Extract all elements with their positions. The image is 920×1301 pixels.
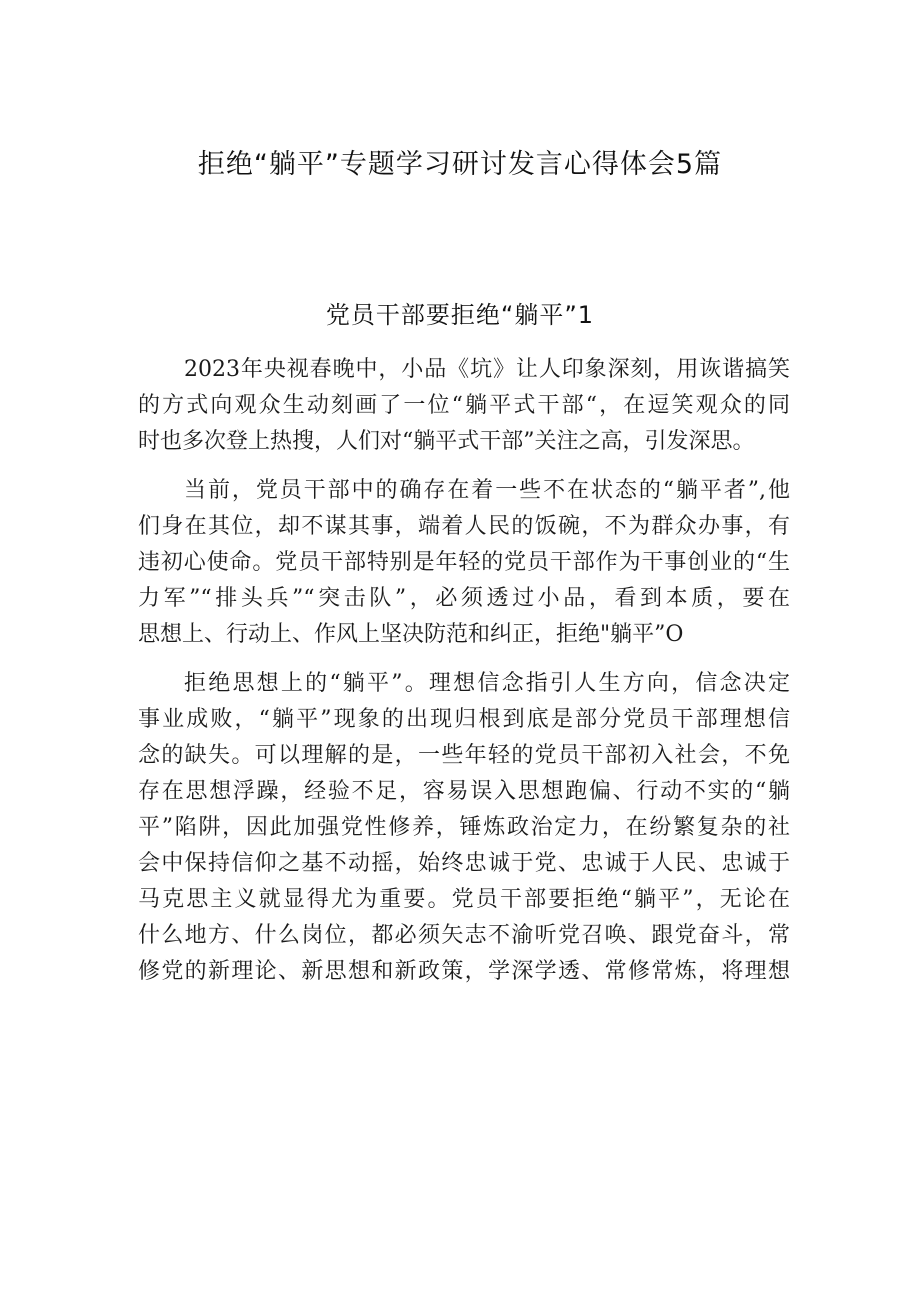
paragraph-2 [138, 473, 790, 653]
paragraph-1 [138, 352, 790, 460]
paragraph-line: 事业成败，“躺平”现象的出现归根到底是部分党员干部理想信 [138, 707, 790, 732]
document-body [138, 352, 790, 1003]
paragraph-line: 思想上、行动上、作风上坚决防范和纠正，拒绝"躺平”O [138, 622, 684, 647]
paragraph-line: 会中保持信仰之基不动摇，始终忠诚于党、忠诚于人民、忠诚于 [138, 851, 790, 876]
section-heading: 党员干部要拒绝“躺平”1 [325, 301, 595, 329]
paragraph-line: 的方式向观众生动刻画了一位“躺平式干部“，在逗笑观众的同 [138, 393, 790, 418]
paragraph-line: 力军”“排头兵”“突击队”，必须透过小品，看到本质，要在 [138, 586, 790, 611]
paragraph-line: 马克思主义就显得尤为重要。党员干部要拒绝“躺平”，无论在 [138, 887, 790, 912]
paragraph-line: 时也多次登上热搜，人们对“躺平式干部”关注之高，引发深思。 [138, 429, 755, 454]
paragraph-line: 违初心使命。党员干部特别是年轻的党员干部作为干事创业的“生 [138, 550, 790, 575]
paragraph-line: 2023年央视春晚中，小品《坑》让人印象深刻，用诙谐搞笑 [184, 357, 790, 382]
paragraph-line: 修党的新理论、新思想和新政策，学深学透、常修常炼，将理想 [138, 959, 790, 984]
document-title: 拒绝“躺平”专题学习研讨发言心得体会5篇 [197, 149, 723, 180]
paragraph-3 [138, 666, 790, 990]
paragraph-line: 拒绝思想上的“躺平”。理想信念指引人生方向，信念决定 [184, 671, 790, 696]
paragraph-line: 存在思想浮躁，经验不足，容易误入思想跑偏、行动不实的“躺 [138, 779, 790, 804]
paragraph-line: 们身在其位，却不谋其事，端着人民的饭碗，不为群众办事，有 [138, 514, 790, 539]
paragraph-line: 当前，党员干部中的确存在着一些不在状态的“躺平者”,他 [184, 478, 790, 503]
paragraph-line: 念的缺失。可以理解的是，一些年轻的党员干部初入社会，不免 [138, 743, 790, 768]
paragraph-line: 什么地方、什么岗位，都必须矢志不渝听党召唤、跟党奋斗，常 [138, 923, 790, 948]
paragraph-line: 平”陷阱，因此加强党性修养，锤炼政治定力，在纷繁复杂的社 [138, 815, 790, 840]
